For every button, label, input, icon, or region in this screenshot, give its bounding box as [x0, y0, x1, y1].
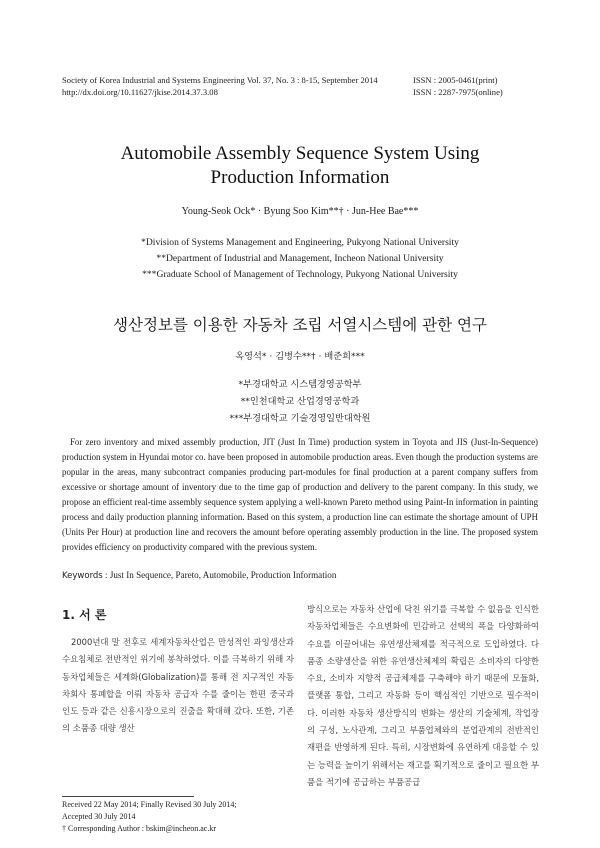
- affiliation-ko-1: *부경대학교 시스템경영공학부: [238, 379, 362, 390]
- affiliations-en: [0, 235, 600, 283]
- affiliation-ko-3: ***부경대학교 기술경영일반대학원: [229, 413, 371, 424]
- authors-en: Young-Seok Ock* · Byung Soo Kim**† · Jun-Hee Bae***: [181, 206, 419, 217]
- affiliation-en-2: **Department of Industrial and Management, Incheon National University: [156, 253, 444, 264]
- intro-left-column: 2000년대 말 전후로 세계자동차산업은 만성적인 과잉생산과 수요침체로 전반적인 위기에 봉착하였다. 이를 극복하기 위해 자동차업체들은 세계화(Globalization)를 통해 전 지구적인 자동차회사 통폐합을 이뤄 자동차 공급자 수를 줄이는 한편 중국과 인도 등과 같은 신흥시장으로의 진출을 확대해 갔다. 또한, 기존의 소품종 대량 생산: [62, 637, 294, 734]
- paper-title-ko: 생산정보를 이용한 자동차 조립 서열시스템에 관한 연구: [113, 316, 487, 334]
- abstract: For zero inventory and mixed assembly production, JIT (Just In Time) production system in Toyota and JIS (Just-In-Sequence) production system in Hyundai motor co. have been proposed in automobile production areas. Even though the production systems are popular in the areas, many subcontract companies producing part-modules for final production at a parent company suffers from excessive or shortage amount of inventory due to the time gap of production and delivery to the parent company. In this study, we propose an efficient real-time assembly sequence system applying a well-known Pareto method using Paint-In information in painting process and daily production planning information. Based on this system, a production line can estimate the shortage amount of UPH (Units Per Hour) at production line and recovers the amount before operating assembly production in the line. The proposed system provides efficiency on productivity compared with the previous system.: [62, 437, 539, 552]
- issn-print: ISSN : 2005-0461(print): [413, 75, 498, 85]
- authors-ko: 옥영석* · 김병수**† · 배준희***: [235, 351, 365, 362]
- footnote-received: Received 22 May 2014; Finally Revised 30 July 2014;: [62, 800, 237, 809]
- title-en-line-2: Production Information: [210, 167, 390, 188]
- section-heading-introduction: 1. 서 론: [62, 608, 107, 622]
- title-en-line-1: Automobile Assembly Sequence System Using: [120, 143, 480, 164]
- footnote-corresponding-author: † Corresponding Author : bskim@incheon.ac.kr: [62, 824, 217, 833]
- journal-citation: Society of Korea Industrial and Systems Engineering Vol. 37, No. 3 : 8-15, September 2014: [62, 75, 378, 85]
- keywords-label: Keywords: [62, 571, 103, 581]
- issn-online: ISSN : 2287-7975(online): [413, 87, 503, 97]
- affiliation-en-1: *Division of Systems Management and Engineering, Pukyong National University: [141, 237, 459, 248]
- keywords-line: [62, 570, 538, 581]
- keywords-text: Just In Sequence, Pareto, Automobile, Production Information: [109, 570, 337, 580]
- footnote-divider: [62, 796, 194, 797]
- affiliation-en-3: ***Graduate School of Management of Technology, Pukyong National University: [142, 269, 458, 280]
- affiliation-ko-2: **인천대학교 산업경영공학과: [240, 396, 360, 407]
- footnote-accepted: Accepted 30 July 2014: [62, 812, 136, 821]
- doi-link[interactable]: http://dx.doi.org/10.11627/jkise.2014.37.3.08: [62, 87, 218, 97]
- paper-title-en: [0, 142, 600, 190]
- keywords-separator: :: [102, 570, 110, 580]
- intro-right-column: 방식으로는 자동차 산업에 닥친 위기를 극복할 수 없음을 인식한 자동차업체들은 수요변화에 민감하고 선택의 폭을 다양화하여 수요를 이끌어내는 유연생산체제를 적극적으로 도입하였다. 다품종 소량생산을 위한 유연생산체제의 확립은 소비자의 다양한 수요, 소비자 지향적 공급체제를 구축해야 하기 때문에 모듈화, 플랫폼 통합, 그리고 자동화 등이 핵심적인 기반으로 필수적이다. 이러한 자동차 생산방식의 변화는 생산의 기술체계, 작업장의 구성, 노사관계, 그리고 부품업체와의 분업관계의 전반적인 재편을 반영하게 된다. 특히, 시장변화에 유연하게 대응할 수 있는 능력을 높이기 위해서는 재고를 획기적으로 줄이고 필요한 부품을 적기에 공급하는 부품공급: [307, 604, 539, 787]
- affiliations-ko: [0, 376, 600, 427]
